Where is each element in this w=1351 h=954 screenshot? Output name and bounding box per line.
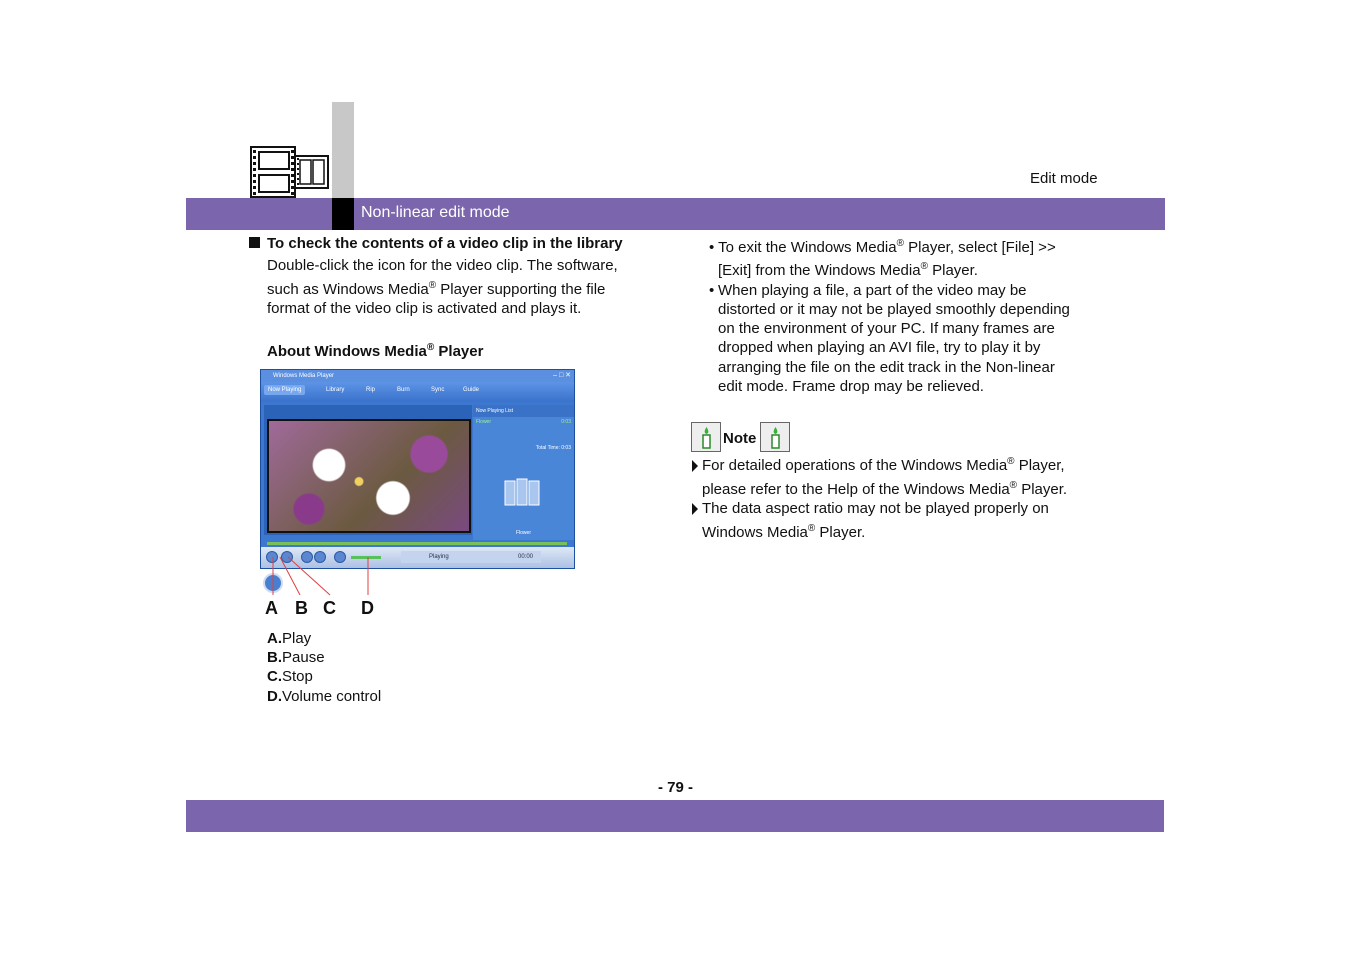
callout-b: B [295, 598, 308, 618]
note-line: For detailed operations of the Windows Media® Player, [702, 456, 1065, 474]
note-label: Note [723, 430, 757, 447]
video-frame-flowers [267, 419, 471, 533]
tab-rip: Rip [366, 387, 376, 393]
callout-d: D [361, 598, 374, 618]
wmp-video-area [264, 405, 472, 535]
callout-a: A [265, 598, 278, 618]
legend-item: A.Play [267, 630, 312, 647]
section-title: Non-linear edit mode [361, 204, 510, 221]
footer-band [186, 800, 1164, 832]
total-time: Total Time: 0:03 [535, 445, 571, 451]
legend-item: D.Volume control [267, 688, 382, 705]
list-item-line: dropped when playing an AVI file, try to play it by [718, 339, 1041, 356]
note-line: please refer to the Help of the Windows Media® Player. [702, 480, 1068, 498]
page-number: - 79 - [657, 779, 693, 796]
window-controls-icon: – □ ✕ [553, 372, 571, 379]
note-candle-icon [760, 422, 790, 452]
list-item-line: on the environment of your PC. If many frames are [718, 320, 1055, 337]
note-candle-icon [691, 422, 721, 452]
wmp-playlist [473, 405, 574, 540]
body-line: Double-click the icon for the video clip. The software, [267, 257, 618, 274]
triangle-bullet-icon [692, 503, 698, 515]
tab-burn: Burn [397, 387, 410, 393]
list-item-line: arranging the file on the edit track in the Non-linear [718, 359, 1055, 376]
section-heading: To check the contents of a video clip in the library [267, 235, 623, 252]
list-item-line: edit mode. Frame drop may be relieved. [718, 378, 984, 395]
note-line: The data aspect ratio may not be played properly on [702, 500, 1049, 517]
body-line: such as Windows Media® Player supporting the file [267, 280, 606, 298]
tab-library: Library [326, 387, 345, 393]
callout-c: C [323, 598, 336, 618]
status-bar: Playing 00:00 [401, 551, 541, 563]
header-black-tab [332, 198, 354, 230]
seek-bar [267, 542, 567, 545]
playlist-item: Flower 0:03 [476, 419, 571, 425]
wmp-menu [261, 382, 574, 402]
list-item-line: When playing a file, a part of the video may be [718, 282, 1027, 299]
list-item-cont: [Exit] from the Windows Media® Player. [718, 261, 978, 279]
wmp-title: Windows Media Player [273, 373, 335, 379]
wmp-titlebar [261, 370, 574, 382]
subheading: About Windows Media® Player [267, 342, 484, 360]
list-item: • To exit the Windows Media® Player, select [File] >> [709, 238, 1056, 256]
tab-guide: Guide [463, 387, 480, 393]
wmp-screenshot [260, 369, 575, 569]
body-line: format of the video clip is activated and plays it. [267, 300, 582, 317]
film-strip-icon [250, 146, 330, 198]
list-item-line: distorted or it may not be played smoothly depending [718, 301, 1070, 318]
media-clip-icon [503, 475, 543, 509]
list-item-bullet: • [709, 282, 715, 299]
legend-item: C.Stop [267, 668, 313, 685]
note-line: Windows Media® Player. [702, 523, 866, 541]
heading-bullet [249, 237, 260, 248]
tab-now-playing: Now Playing [264, 385, 305, 395]
playlist-header: Now Playing List [473, 405, 574, 417]
legend-item: B.Pause [267, 649, 325, 666]
tab-sync: Sync [431, 387, 445, 393]
triangle-bullet-icon [692, 460, 698, 472]
chapter-label: Edit mode [1030, 170, 1098, 187]
clip-caption: Flower [515, 530, 531, 536]
